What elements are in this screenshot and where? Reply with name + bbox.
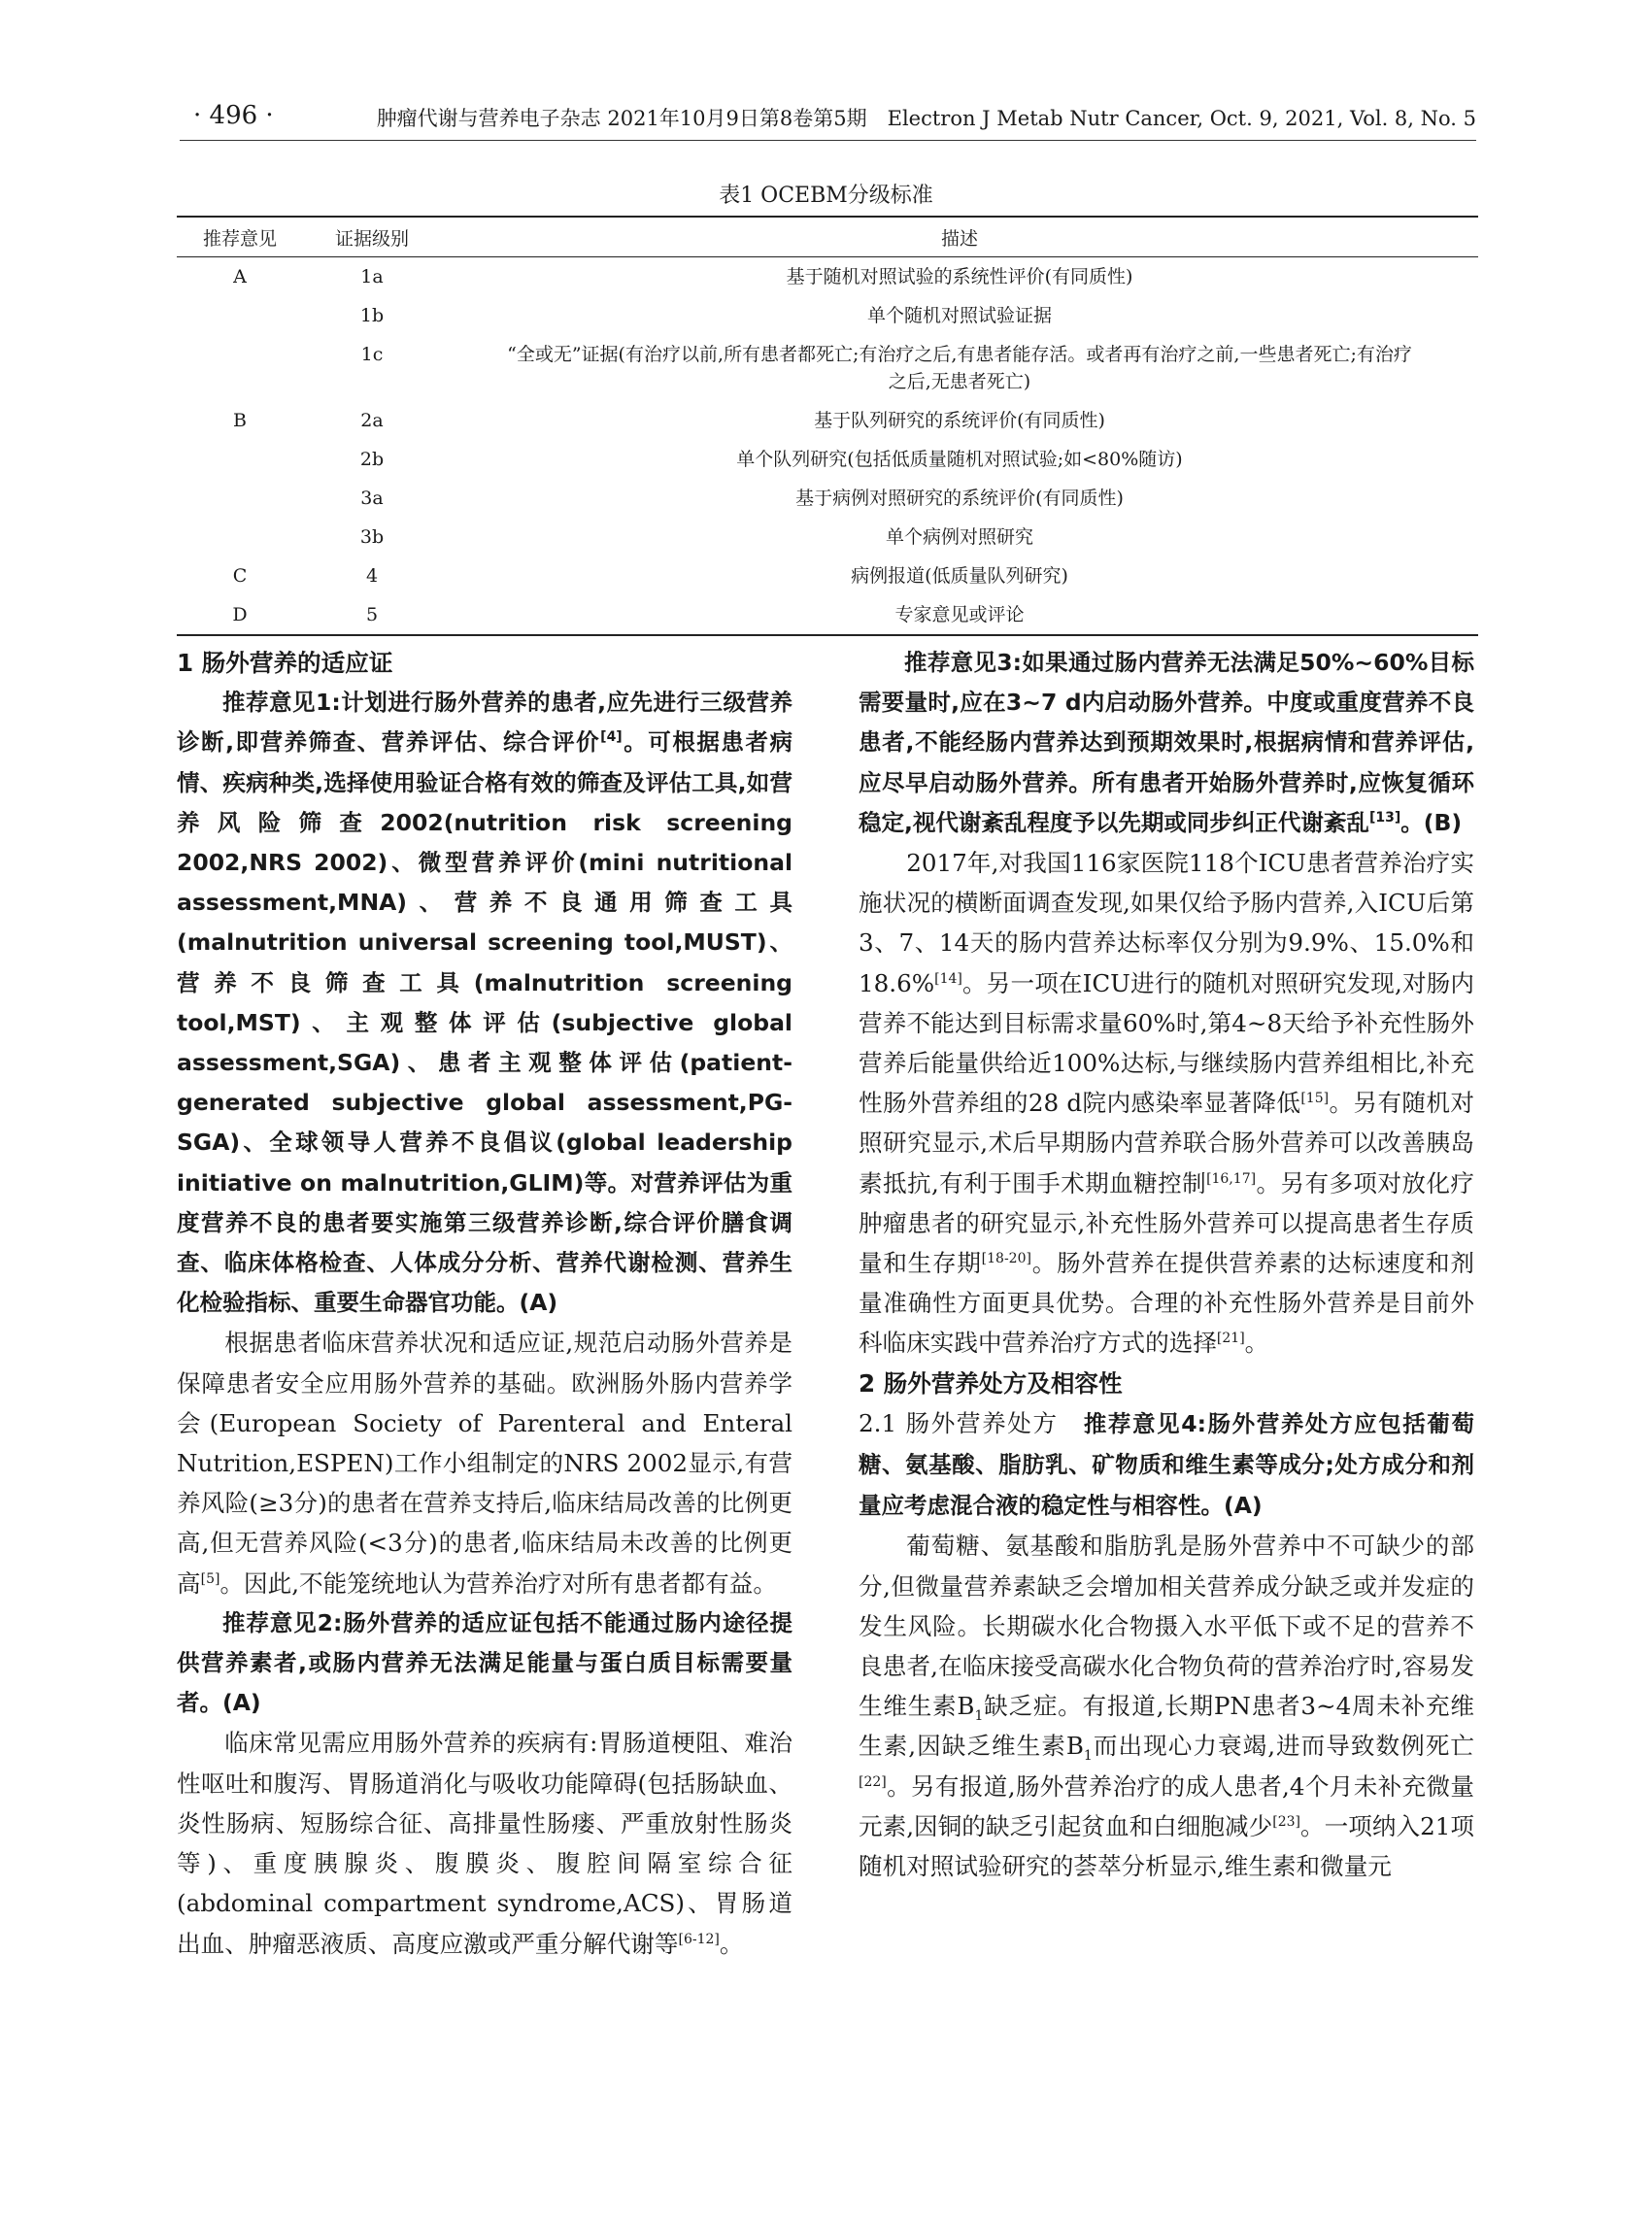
paragraph-text: 缺乏症。有报道,长期PN患者3~4周未补充维生素,因缺乏维生素B xyxy=(859,1692,1474,1761)
citation: [22] xyxy=(859,1773,887,1790)
level-cell: 2a xyxy=(360,410,384,431)
table-row xyxy=(177,401,1478,440)
desc-cell: “全或无”证据(有治疗以前,所有患者都死亡;有治疗之后,有患者能存活。或者再有治疗之前,一些患者死亡;有治疗之后,无患者死亡) xyxy=(507,344,1412,392)
ocebm-table xyxy=(177,216,1478,636)
level-cell: 1b xyxy=(359,305,385,326)
paragraph-text-cont: 。 xyxy=(719,1929,744,1958)
paragraph-text: 。一项纳入21项随机对照试验研究的荟萃分析显示,维生素和微量元 xyxy=(859,1811,1474,1881)
rec-cell xyxy=(177,440,303,479)
rec-cell xyxy=(177,296,303,335)
paragraph-text: 而出现心力衰竭,进而导致数例死亡 xyxy=(1092,1732,1474,1761)
level-cell: 1c xyxy=(360,344,384,365)
body-paragraph xyxy=(859,843,1474,1364)
desc-cell: 基于病例对照研究的系统评价(有同质性) xyxy=(795,488,1124,509)
body-paragraph xyxy=(177,1323,792,1602)
desc-cell: 单个随机对照试验证据 xyxy=(866,305,1052,326)
desc-cell: 基于队列研究的系统评价(有同质性) xyxy=(814,410,1105,431)
rec3-text: 推荐意见3:如果通过肠内营养无法满足50%~60%目标需要量时,应在3~7 d内启动肠外营养。中度或重度营养不良患者,不能经肠内营养达到预期效果时,根据病情和营养评估,应尽早启动肠外营养。所有患者开始肠外营养时,应恢复循环稳定,视代谢紊乱程度予以先期或同步纠正代谢紊乱 xyxy=(859,649,1474,836)
desc-cell: 单个病例对照研究 xyxy=(885,526,1033,548)
recommendation-3 xyxy=(859,643,1474,843)
rec-cell xyxy=(177,335,303,401)
citation: [13] xyxy=(1368,809,1401,826)
table-row xyxy=(177,335,1478,401)
table-row xyxy=(177,479,1478,518)
citation: [23] xyxy=(1272,1813,1300,1830)
level-cell: 2b xyxy=(359,449,385,470)
table-row xyxy=(177,556,1478,595)
section-heading: 1 肠外营养的适应证 xyxy=(177,649,393,677)
desc-cell: 基于随机对照试验的系统性评价(有同质性) xyxy=(786,266,1133,287)
rec1-text-cont: 。可根据患者病情、疾病种类,选择使用验证合格有效的筛查及评估工具,如营养风险筛查2002(nutrition risk screening 2002,NRS 2002)、微型营养评价(mini nutritional assessment,MNA)、营养不良通用筛查工具(malnutrition universal screening tool,MUST)、营养不良筛查工具(malnutrition screening tool,MST)、主观整体评估(subjective global assessment,SGA)、患者主观整体评估(patient-generated subjective global assessment,PG-SGA)、全球领导人营养不良倡议(global leadership initiative on malnutrition,GLIM)等。对营养评估为重度营养不良的患者要实施第三级营养诊断,综合评价膳食调查、临床体格检查、人体成分分析、营养代谢检测、营养生化检验指标、重要生命器官功能。(A) xyxy=(177,728,793,1317)
level-cell: 4 xyxy=(365,565,379,587)
table-row xyxy=(177,257,1478,297)
rec-cell: B xyxy=(233,410,247,431)
subsection-heading: 2.1 肠外营养处方 xyxy=(859,1408,1059,1437)
table-row xyxy=(177,595,1478,635)
rec-cell xyxy=(177,479,303,518)
paragraph-text: 。另有随机对照研究显示,术后早期肠内营养联合肠外营养可以改善胰岛素抵抗,有利于围手术期血糖控制 xyxy=(859,1089,1474,1197)
level-cell: 3a xyxy=(360,488,384,509)
citation: [5] xyxy=(200,1570,220,1587)
paragraph-text: 。另有报道,肠外营养治疗的成人患者,4个月未补充微量元素,因铜的缺乏引起贫血和白细胞减少 xyxy=(859,1771,1474,1840)
body-paragraph xyxy=(859,1526,1474,1886)
citation: [16,17] xyxy=(1206,1170,1257,1187)
column-header: 推荐意见 xyxy=(177,217,303,257)
citation: [18-20] xyxy=(981,1250,1031,1266)
rec-cell: A xyxy=(233,266,247,287)
recommendation-1 xyxy=(177,683,792,1323)
rec1-text: 推荐意见1:计划进行肠外营养的患者,应先进行三级营养诊断,即营养筛查、营养评估、综合评价 xyxy=(177,689,792,757)
journal-running-head: 肿瘤代谢与营养电子杂志 2021年10月9日第8卷第5期 Electron J Metab Nutr Cancer, Oct. 9, 2021, Vol. 8, No. 5 xyxy=(376,107,1476,130)
paragraph-text-cont: 。因此,不能笼统地认为营养治疗对所有患者都有益。 xyxy=(219,1568,777,1598)
paragraph-text: 葡萄糖、氨基酸和脂肪乳是肠外营养中不可缺少的部分,但微量营养素缺乏会增加相关营养成分缺乏或并发症的发生风险。长期碳水化合物摄入水平低下或不足的营养不良患者,在临床接受高碳水化合物负荷的营养治疗时,容易发生维生素B xyxy=(859,1532,1474,1721)
recommendation-2: 推荐意见2:肠外营养的适应证包括不能通过肠内途径提供营养素者,或肠内营养无法满足能量与蛋白质目标需要量者。(A) xyxy=(177,1608,792,1717)
paragraph-text: 临床常见需应用肠外营养的疾病有:胃肠道梗阻、难治性呕吐和腹泻、胃肠道消化与吸收功能障碍(包括肠缺血、炎性肠病、短肠综合征、高排量性肠瘘、严重放射性肠炎等)、重度胰腺炎、腹膜炎、腹腔间隔室综合征(abdominal compartment syndrome,ACS)、胃肠道出血、肿瘤恶液质、高度应激或严重分解代谢等 xyxy=(177,1729,792,1958)
right-column xyxy=(859,643,1474,1886)
running-header xyxy=(180,91,1476,141)
subsection-with-recommendation xyxy=(859,1403,1474,1527)
subscript: 1 xyxy=(974,1708,984,1725)
subscript: 1 xyxy=(1083,1748,1093,1765)
citation: [14] xyxy=(934,970,962,987)
citation: [15] xyxy=(1300,1091,1330,1107)
rec-cell xyxy=(177,518,303,556)
desc-cell: 单个队列研究(包括低质量随机对照试验;如<80%随访) xyxy=(736,449,1183,470)
citation: [21] xyxy=(1216,1331,1245,1347)
table-row xyxy=(177,518,1478,556)
column-header: 描述 xyxy=(441,217,1478,257)
column-header: 证据级别 xyxy=(303,217,441,257)
paragraph-text: 2017年,对我国116家医院118个ICU患者营养治疗实施状况的横断面调查发现,如果仅给予肠内营养,入ICU后第3、7、14天的肠内营养达标率仅分别为9.9%、15.0%和18.6% xyxy=(859,849,1474,997)
section-heading: 2 肠外营养处方及相容性 xyxy=(859,1368,1123,1398)
level-cell: 5 xyxy=(303,595,441,635)
citation: [4] xyxy=(600,729,623,746)
rec-cell: D xyxy=(177,595,303,635)
table-row xyxy=(177,296,1478,335)
level-cell: 3b xyxy=(359,526,385,548)
body-paragraph xyxy=(177,1723,792,1963)
level-cell: 1a xyxy=(360,266,384,287)
paragraph-text: 。另有多项对放化疗肿瘤患者的研究显示,补充性肠外营养可以提高患者生存质量和生存期 xyxy=(859,1168,1474,1278)
table-header-row xyxy=(177,217,1478,257)
rec-cell: C xyxy=(232,565,248,587)
paragraph-text: 。 xyxy=(1244,1329,1269,1358)
recommendation-4: 推荐意见4:肠外营养处方应包括葡萄糖、氨基酸、脂肪乳、矿物质和维生素等成分;处方成分和剂量应考虑混合液的稳定性与相容性。(A) xyxy=(859,1409,1474,1520)
rec3-text-cont: 。(B) xyxy=(1400,808,1463,836)
page-number: · 496 · xyxy=(193,101,274,130)
desc-cell: 专家意见或评论 xyxy=(441,595,1478,635)
citation: [6-12] xyxy=(678,1931,720,1947)
table-row xyxy=(177,440,1478,479)
table-caption: 表1 OCEBM分级标准 xyxy=(719,184,933,208)
paragraph-text: 。另一项在ICU进行的随机对照研究发现,对肠内营养不能达到目标需求量60%时,第4~8天给予补充性肠外营养后能量供给近100%达标,与继续肠内营养组相比,补充性肠外营养组的28 d院内感染率显著降低 xyxy=(859,968,1474,1118)
desc-cell: 病例报道(低质量队列研究) xyxy=(851,565,1068,587)
left-column xyxy=(177,643,792,1964)
paragraph-text: 。肠外营养在提供营养素的达标速度和剂量准确性方面更具优势。合理的补充性肠外营养是目前外科临床实践中营养治疗方式的选择 xyxy=(859,1249,1474,1358)
paragraph-text: 根据患者临床营养状况和适应证,规范启动肠外营养是保障患者安全应用肠外营养的基础。欧洲肠外肠内营养学会(European Society of Parenteral and Enteral Nutrition,ESPEN)工作小组制定的NRS 2002显示,有营养风险(≥3分)的患者在营养支持后,临床结局改善的比例更高,但无营养风险(<3分)的患者,临床结局未改善的比例更高 xyxy=(177,1329,792,1598)
